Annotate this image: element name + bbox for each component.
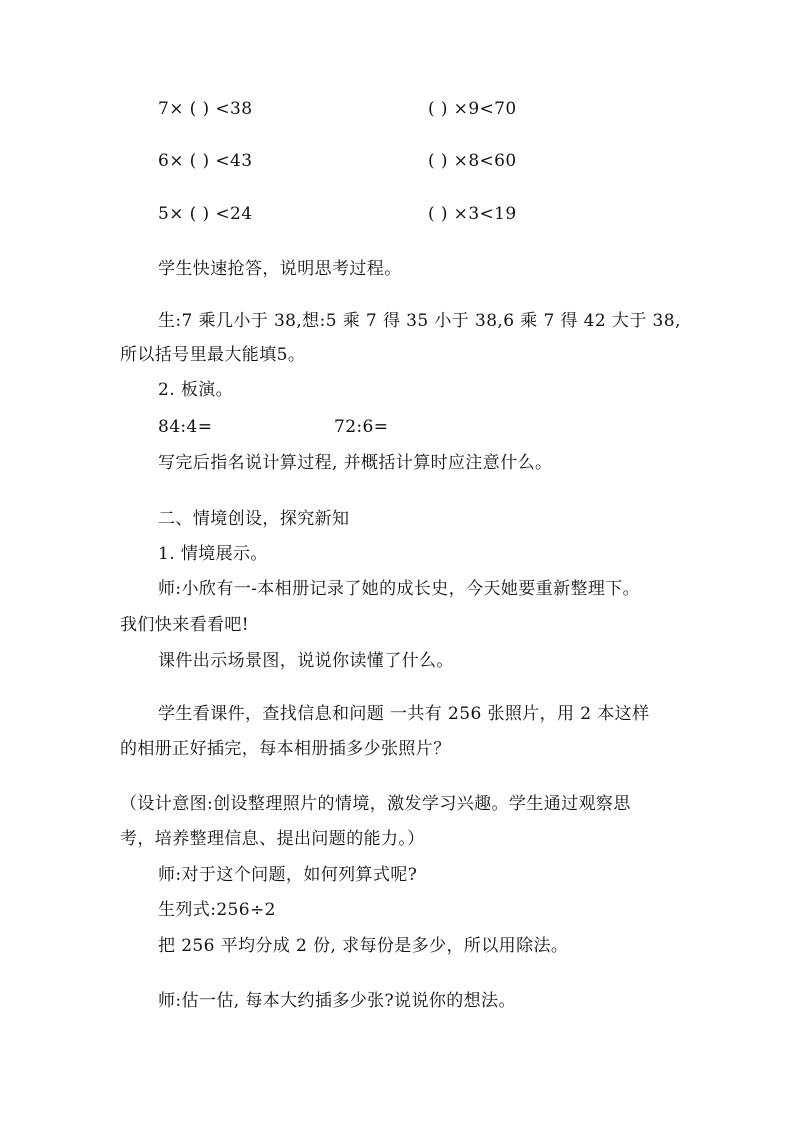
section-heading-two: 二、情境创设，探究新知 [158,509,350,529]
paragraph-division-reason: 把 256 平均分成 2 份, 求每份是多少，所以用除法。 [158,936,569,956]
exercise-1-left: 7× ( ) <38 [158,99,253,119]
section-board-practice: 2. 板演。 [158,380,234,400]
paragraph-teacher-intro: 师:小欣有一-本相册记录了她的成长史，今天她要重新整理下。 [158,579,641,599]
paragraph-design-intent-cont: 考，培养整理信息、提出问题的能力。） [120,829,425,849]
exercise-2-left: 6× ( ) <43 [158,151,253,171]
paragraph-quick-answer: 学生快速抢答，说明思考过程。 [158,259,402,279]
exercise-2-right: ( ) ×8<60 [428,151,517,171]
subsection-scenario: 1. 情境展示。 [158,544,268,564]
paragraph-student-observe: 学生看课件，查找信息和问题 一共有 256 张照片，用 2 本这样 [158,704,650,724]
paragraph-student-reasoning-cont: 所以括号里最大能填5。 [120,345,306,365]
paragraph-courseware: 课件出示场景图，说说你读懂了什么。 [158,651,454,671]
exercise-3-left: 5× ( ) <24 [158,204,253,224]
paragraph-estimate: 师:估一估, 每本大约插多少张?说说你的想法。 [158,991,516,1011]
paragraph-explain-calc: 写完后指名说计算过程, 并概括计算时应注意什么。 [158,453,553,473]
equation-84-4: 84:4= [158,417,213,437]
paragraph-student-equation: 生列式:256÷2 [158,900,276,920]
paragraph-student-reasoning: 生:7 乘几小于 38,想:5 乘 7 得 35 小于 38,6 乘 7 得 42 大于 38, [158,311,681,331]
paragraph-student-observe-cont: 的相册正好插完，每本相册插多少张照片？ [120,739,451,759]
paragraph-teacher-intro-cont: 我们快来看看吧! [120,615,250,635]
paragraph-teacher-question: 师:对于这个问题，如何列算式呢? [158,865,418,885]
equation-72-6: 72:6= [334,417,389,437]
exercise-3-right: ( ) ×3<19 [428,204,517,224]
exercise-1-right: ( ) ×9<70 [428,99,517,119]
paragraph-design-intent: （设计意图:创设整理照片的情境，激发学习兴趣。学生通过观察思 [120,794,631,814]
